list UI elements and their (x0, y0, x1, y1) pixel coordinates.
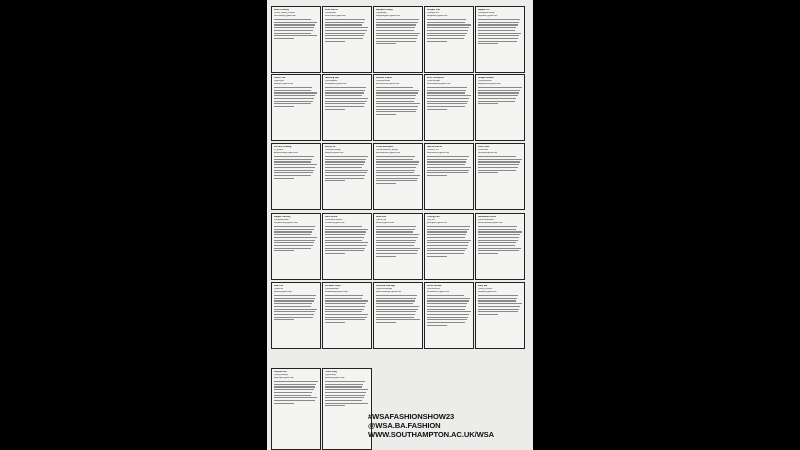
designer-contact: yutongfan@gmail.com (427, 221, 447, 224)
designer-name: Imogen Lau (427, 8, 440, 11)
designer-contact: @belle_lee (376, 219, 387, 222)
designer-contact: @annabelboyd (325, 288, 339, 291)
statement-text-block (325, 87, 369, 110)
designer-contact: @imogen.lau (427, 12, 439, 15)
designer-contact: @yt_fan (427, 219, 435, 222)
designer-card (424, 143, 474, 210)
designer-card (373, 282, 423, 349)
designer-contact: annavanstie@gmail.com (427, 290, 449, 293)
statement-text-block (427, 295, 471, 326)
statement-text-block (478, 156, 522, 173)
designer-contact: ruthstone@gmail.com (325, 221, 345, 224)
statement-text-block (478, 226, 522, 254)
poster-footer (368, 412, 528, 439)
designer-name: Abigail Walker (478, 76, 494, 79)
designer-card (271, 213, 321, 280)
statement-text-block (427, 87, 471, 110)
designer-contact: bellelee@gmail.com (376, 221, 395, 224)
designer-card (322, 6, 372, 73)
designer-contact: @mgwdsgn (376, 12, 387, 15)
designer-contact: edenxu@gmail.com (274, 290, 292, 293)
designer-contact: rose.lindsay@gmail.com (274, 14, 296, 17)
designer-contact: abigailwalker@gmail.com (478, 82, 501, 85)
designer-contact: imogenlau@gmail.com (427, 14, 448, 17)
designer-card (373, 143, 423, 210)
designer-contact: meganlin@gmail.com (478, 14, 498, 17)
designer-name: Chen Xiao (478, 145, 490, 148)
website-url: WWW.SOUTHAMPTON.AC.UK/WSA (368, 430, 495, 439)
designer-name: Gordon Zhuang (274, 145, 292, 148)
designer-contact: wangmargaret@gmail.com (376, 14, 400, 17)
designer-contact: elise.burns@gmail.com (325, 14, 346, 17)
designer-contact: eleanorevans@gmail.com (376, 82, 400, 85)
designer-card (322, 368, 372, 450)
designer-card (271, 368, 321, 450)
designer-card (475, 143, 525, 210)
designer-contact: @sienna_hrr (427, 149, 439, 152)
instagram-handle: @WSA.BA.FASHION (368, 421, 441, 430)
designer-card (322, 143, 372, 210)
designer-contact: @eleanorevans (376, 80, 391, 83)
designer-name: Ellie Thompson (427, 76, 445, 79)
designer-contact: chenxiao@gmail.com (478, 151, 498, 154)
statement-text-block (376, 19, 420, 44)
statement-text-block (325, 19, 369, 42)
exhibition-poster (267, 0, 533, 450)
statement-text-block (274, 87, 318, 107)
designer-card (424, 213, 474, 280)
designer-contact: @hanbingwei (325, 80, 338, 83)
designer-contact: gordonzhuang@gmail.com (274, 151, 298, 154)
designer-contact: @jyue.jyue (274, 80, 284, 83)
designer-name: Rose Lindsay (274, 8, 289, 11)
designer-card (271, 6, 321, 73)
designer-contact: @ellie.designs (427, 80, 441, 83)
designer-contact: maryma@gmail.com (478, 290, 497, 293)
designer-card (475, 282, 525, 349)
designer-card (322, 213, 372, 280)
designer-contact: @megantuminiy (274, 219, 289, 222)
designer-contact: @eliseburns (325, 12, 337, 15)
designer-card (475, 74, 525, 141)
designer-name: Belle Lee (376, 215, 387, 218)
statement-text-block (376, 226, 420, 257)
statement-text-block (427, 226, 471, 257)
designer-contact: hanbingwei@gmail.com (325, 82, 347, 85)
statement-text-block (427, 156, 471, 176)
designer-name: Eden Xu (274, 284, 284, 287)
statement-text-block (478, 19, 522, 44)
designer-contact: @annavanstie (427, 288, 440, 291)
designer-contact: siennaharris@gmail.com (427, 151, 450, 154)
designer-name: Eleanor Evans (376, 76, 392, 79)
designer-card (322, 74, 372, 141)
designer-contact: @ruthstone.fashion (325, 219, 343, 222)
statement-text-block (325, 156, 369, 181)
designer-card (373, 213, 423, 280)
designer-contact: aleksandradinn@gmail.com (478, 221, 503, 224)
statement-text-block (376, 295, 420, 323)
designer-card (322, 282, 372, 349)
designer-name: Lottie Matthews (376, 145, 394, 148)
designer-name: Megan Tuminiy (274, 215, 291, 218)
designer-contact: @rose_lindsay_fashion (274, 12, 295, 15)
designer-contact: elliethompson@gmail.com (427, 82, 451, 85)
designer-card (475, 213, 525, 280)
designer-card (271, 143, 321, 210)
designer-contact: @chenxiao (478, 149, 489, 152)
statement-text-block (325, 226, 369, 254)
statement-text-block (478, 295, 522, 315)
designer-contact: @aleksandradinn (478, 219, 494, 222)
designer-contact: junyuegui@gmail.com (274, 376, 294, 379)
statement-text-block (274, 381, 318, 404)
statement-text-block (376, 156, 420, 184)
designer-name: Megan Lin (478, 8, 490, 11)
designer-name: Margaret Wang (376, 8, 393, 11)
designer-card (475, 6, 525, 73)
statement-text-block (274, 295, 318, 320)
hashtag: #WSAFASHIONSHOW23 (368, 412, 455, 421)
designer-name: Ruth Stone (325, 215, 338, 218)
designer-contact: yuxinding@gmail.com (325, 376, 345, 379)
designer-contact: lottiematthews@gmail.com (376, 151, 400, 154)
designer-card (424, 6, 474, 73)
designer-name: Yuxin Ding (325, 370, 337, 373)
designer-card (271, 74, 321, 141)
designer-card (424, 282, 474, 349)
designer-card (271, 282, 321, 349)
designer-card (373, 74, 423, 141)
designer-contact: julienyue@gmail.com (274, 82, 294, 85)
designer-name: Julien Yue (274, 76, 286, 79)
designer-card (373, 6, 423, 73)
designer-contact: @mary_fashion (478, 288, 493, 291)
designer-name: Sienna Harris (427, 145, 442, 148)
designer-name: Wenyi Xu (325, 145, 336, 148)
designer-name: Annabel Boyd (325, 284, 341, 287)
designer-name: Junyue Gui (274, 370, 287, 373)
designer-contact: wenyixu@gmail.com (325, 151, 344, 154)
designer-contact: jasminealdridge@gmail.com (376, 290, 402, 293)
designer-name: Aleksandra Dinn (478, 215, 497, 218)
designer-name: Jasmine Aldridge (376, 284, 396, 287)
designer-contact: @meganlin.design (478, 12, 495, 15)
designer-contact: @eden.xu (274, 288, 284, 291)
designer-name: Yutong Fan (427, 215, 440, 218)
statement-text-block (274, 226, 318, 251)
designer-contact: @abigailwalker (478, 80, 492, 83)
designer-contact: megantuminiy@gmail.com (274, 221, 298, 224)
statement-text-block (274, 19, 318, 39)
designer-name: Hanbing Wei (325, 76, 339, 79)
statement-text-block (274, 156, 318, 179)
statement-text-block (325, 295, 369, 323)
designer-name: Anna Vanstie (427, 284, 442, 287)
designer-contact: @lottiematthews_design (376, 149, 398, 152)
designer-contact: annabelboyd@gmail.com (325, 290, 348, 293)
designer-contact: @jasminealdridge (376, 288, 393, 291)
designer-contact: @_gordon (274, 149, 284, 152)
designer-contact: @yuxinding (325, 374, 336, 377)
statement-text-block (376, 87, 420, 115)
designer-contact: @wenyixu.design (325, 149, 341, 152)
designer-name: Mary Ma (478, 284, 488, 287)
statement-text-block (478, 87, 522, 104)
designer-contact: @junyuedesign (274, 374, 288, 377)
statement-text-block (325, 381, 369, 406)
designer-name: Elise Burns (325, 8, 338, 11)
statement-text-block (427, 19, 471, 42)
designer-card (424, 74, 474, 141)
